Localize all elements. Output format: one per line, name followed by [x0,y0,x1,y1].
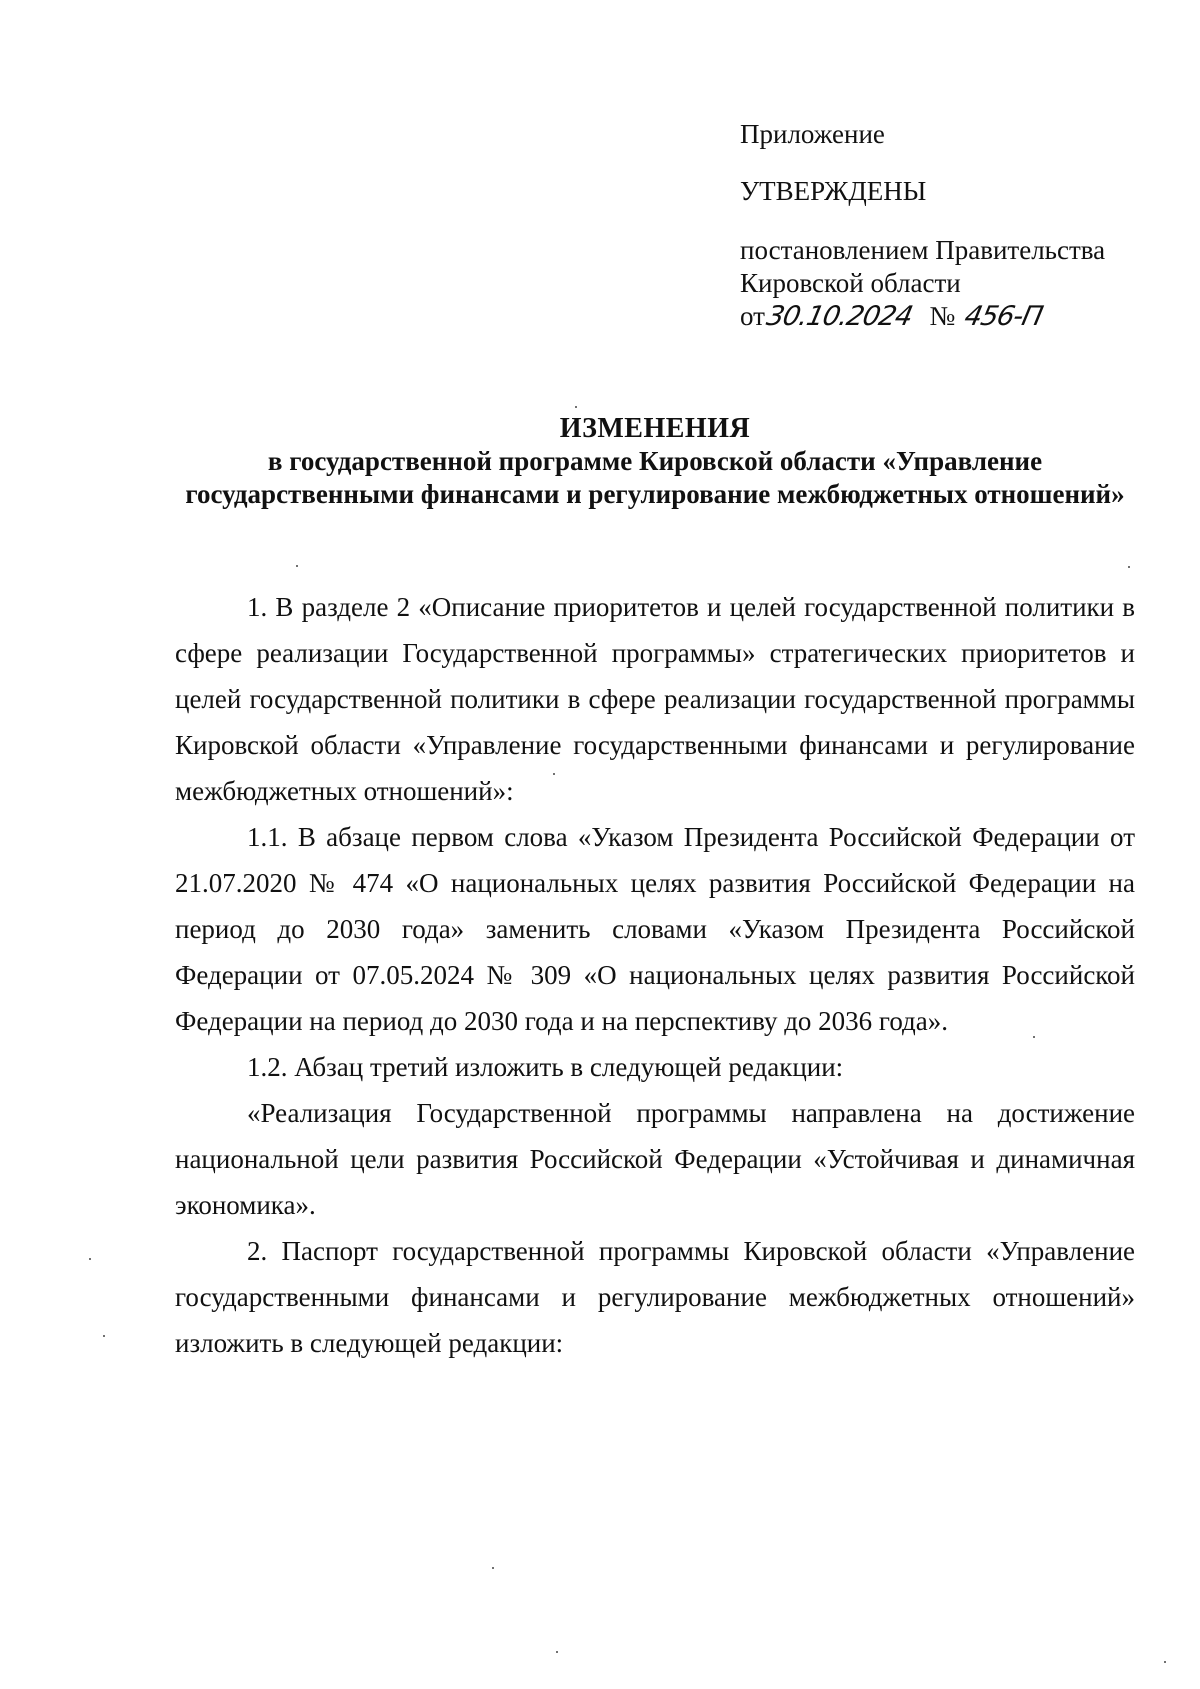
scan-speck [575,406,577,408]
scan-speck [296,565,298,567]
decree-line-2: Кировской области [740,268,961,298]
handwritten-date: 30.10.2024 [763,301,915,332]
number-sign: № [929,301,956,331]
scan-speck [89,1258,91,1260]
heading-subtitle: в государственной программе Кировской области «Управление государственными финансами и регулирование межбюджетных отношений» [185,446,1125,509]
document-body [175,584,1135,1366]
appendix-label: Приложение [740,119,885,149]
decree-line-1: постановлением Правительства [740,235,1106,265]
decree-date-line [740,300,1180,333]
paragraph-1-2: 1.2. Абзац третий изложить в следующей редакции: [247,1052,844,1082]
scan-speck [492,1567,494,1569]
paragraph-2: 2. Паспорт государственной программы Кировской области «Управление государственными финансами и регулирование межбюджетных отношений» изложить в следующей редакции: [175,1236,1135,1358]
paragraph-1: 1. В разделе 2 «Описание приоритетов и целей государственной политики в сфере реализации Государственной программы» стратегических приоритетов и целей государственной политики в сфере реализации государственной программы Кировской области «Управление государственными финансами и регулирование межбюджетных отношений»: [175,592,1135,806]
scan-speck [1164,1661,1166,1663]
date-prefix: от [740,301,765,331]
scan-speck [553,773,555,775]
paragraph-1-1: 1.1. В абзаце первом слова «Указом Президента Российской Федерации от 21.07.2020 № 474 «О национальных целях развития Российской Федерации на период до 2030 года» заменить словами «Указом Президента Российской Федерации от 07.05.2024 № 309 «О национальных целях развития Российской Федерации на период до 2030 года и на перспективу до 2036 года». [175,822,1135,1036]
scan-speck [103,1335,105,1337]
paragraph-quote: «Реализация Государственной программы направлена на достижение национальной цели развития Российской Федерации «Устойчивая и динамичная экономика». [175,1098,1135,1220]
approved-label: УТВЕРЖДЕНЫ [740,176,927,206]
scan-speck [1033,1036,1035,1038]
handwritten-number: 456-П [962,301,1046,332]
scan-speck [556,1651,558,1653]
document-heading [175,412,1135,511]
scan-speck [1128,566,1130,568]
approval-block [740,118,1180,333]
heading-title: ИЗМЕНЕНИЯ [559,413,751,444]
